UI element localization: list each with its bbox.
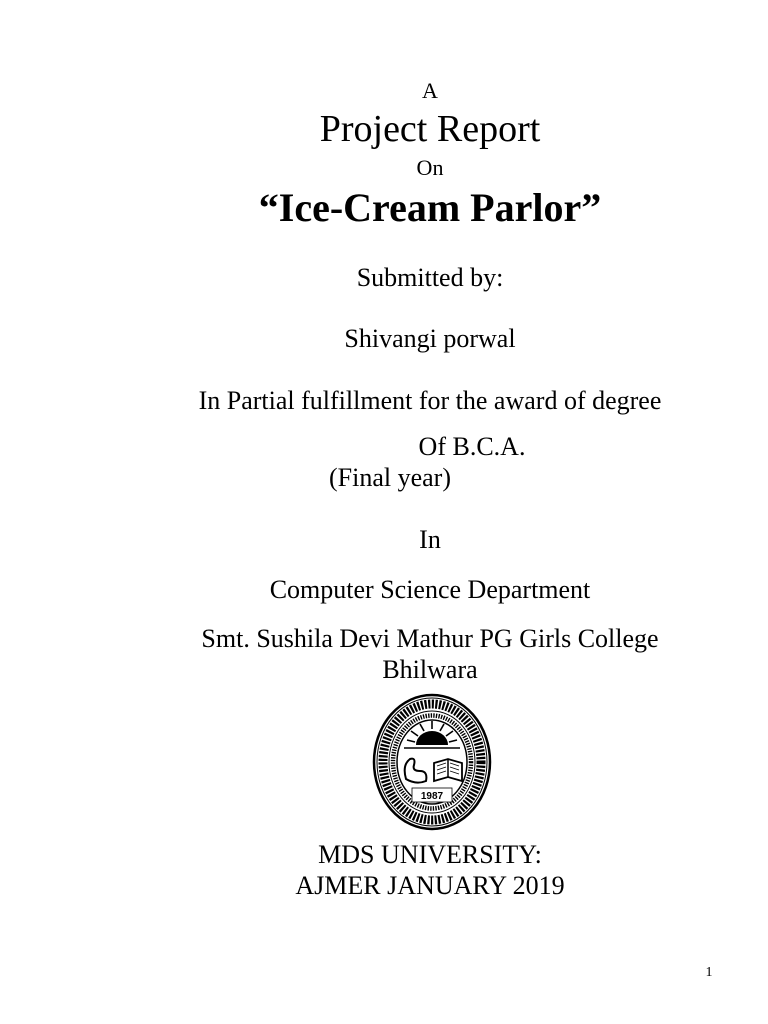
seal-year: 1987 (420, 791, 444, 802)
report-type: Project Report (319, 108, 541, 150)
submitted-by-label: Submitted by: (356, 263, 504, 292)
place-and-date: AJMER JANUARY 2019 (295, 871, 565, 900)
university-name: MDS UNIVERSITY: (318, 840, 542, 869)
on-text: On (416, 155, 444, 180)
page-number: 1 (705, 965, 713, 980)
university-seal-icon (372, 693, 492, 831)
degree-text: Of B.C.A. (418, 432, 526, 461)
student-name: Shivangi porwal (344, 324, 516, 353)
project-title: “Ice-Cream Parlor” (258, 185, 602, 230)
partial-fulfillment-text: In Partial fulfillment for the award of degree (198, 386, 662, 415)
year-text: (Final year) (328, 463, 452, 492)
city-name: Bhilwara (382, 655, 478, 684)
department-name: Computer Science Department (269, 575, 591, 604)
article-text: A (422, 78, 438, 103)
college-name: Smt. Sushila Devi Mathur PG Girls College (201, 624, 659, 653)
in-text: In (419, 525, 441, 554)
